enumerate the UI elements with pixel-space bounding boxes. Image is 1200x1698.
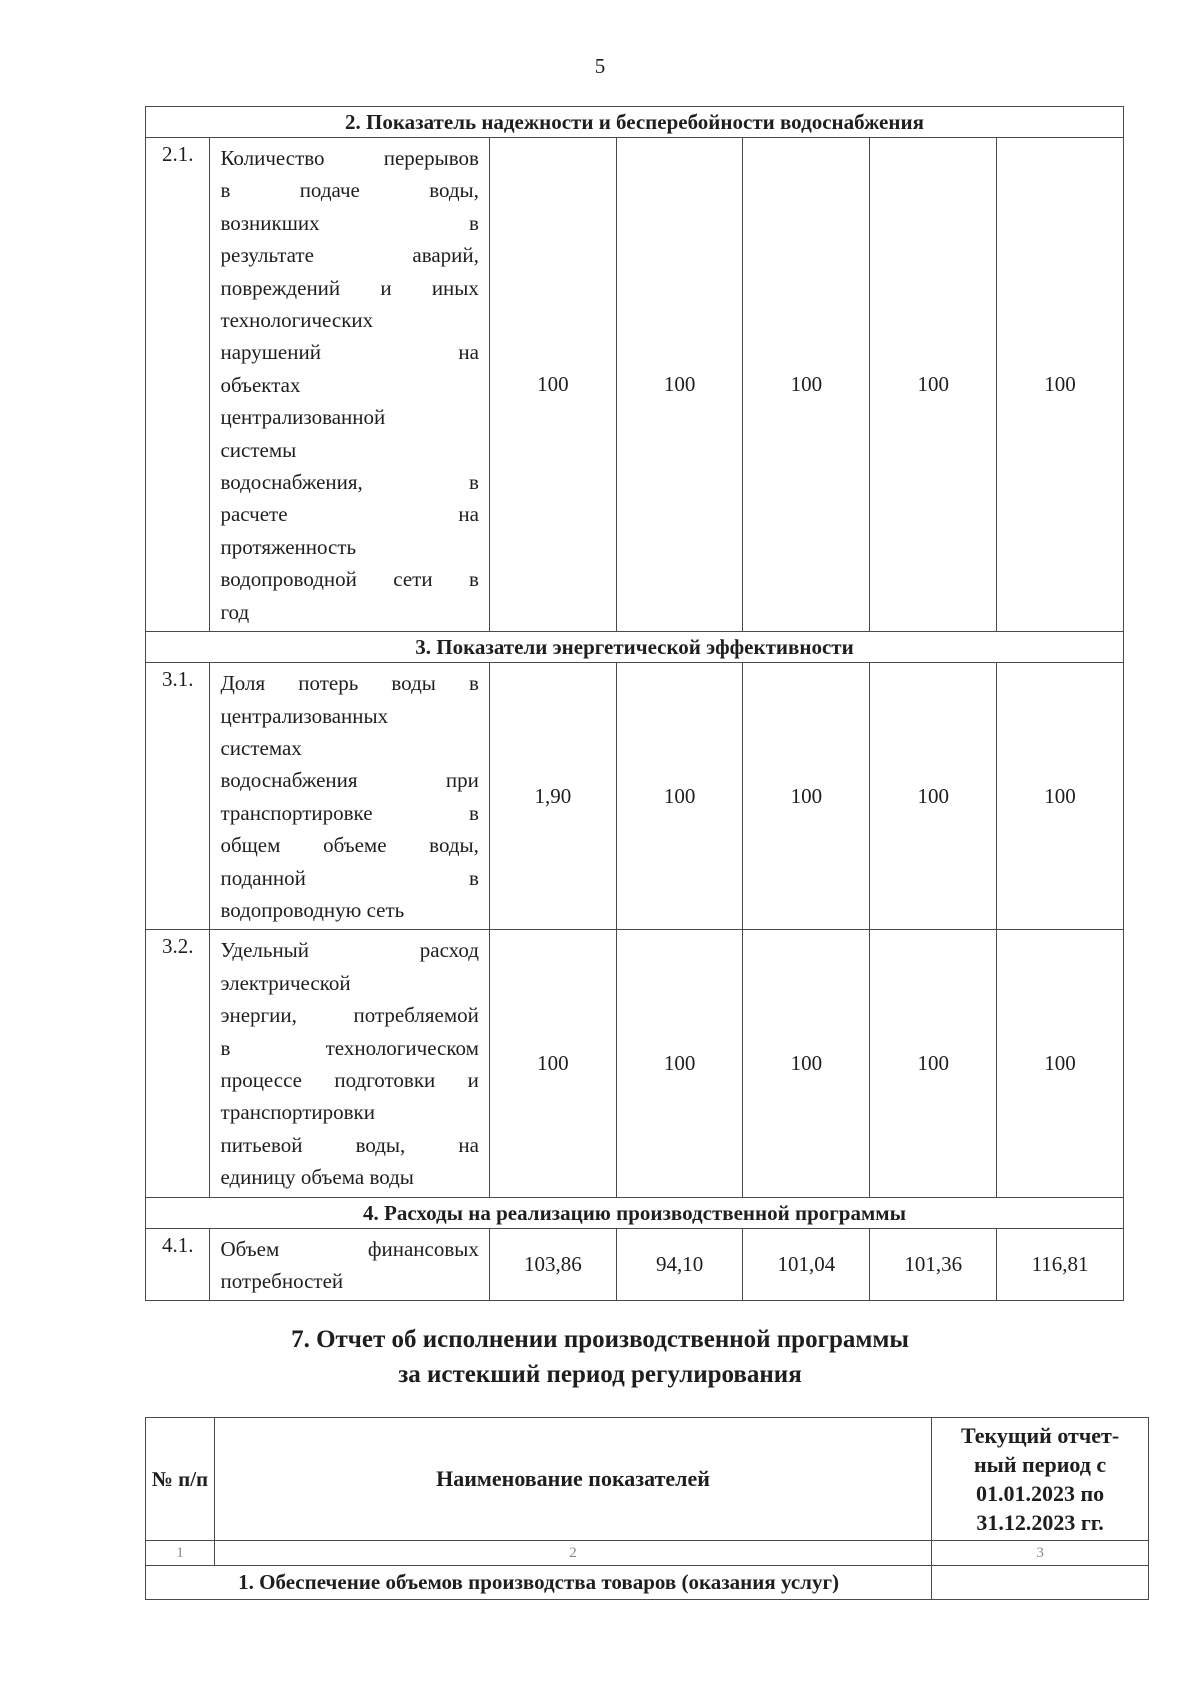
- value-cell: 100: [489, 138, 616, 632]
- indicator-name-line: в технологическом: [220, 1035, 479, 1060]
- indicator-name: [210, 930, 489, 1197]
- table-row: [146, 930, 1124, 1197]
- indicator-name-line: транспортировки: [220, 1100, 375, 1125]
- indicator-name-line: результате аварий,: [220, 243, 479, 268]
- value-cell: 94,10: [616, 1228, 743, 1301]
- section-7-title-line-1: 7. Отчет об исполнении производственной программы: [291, 1326, 909, 1353]
- index-cell: 3: [932, 1541, 1149, 1566]
- section-heading: 4. Расходы на реализацию производственной программы: [146, 1197, 1124, 1228]
- row-number: 3.1.: [146, 663, 210, 930]
- indicator-name-line: Объем финансовых: [220, 1236, 479, 1261]
- row-number: 2.1.: [146, 138, 210, 632]
- indicators-table: [145, 106, 1124, 1301]
- indicator-name-line: Доля потерь воды в: [220, 671, 479, 696]
- value-cell: 101,36: [870, 1228, 997, 1301]
- row-number: 4.1.: [146, 1228, 210, 1301]
- header-period-line: 31.12.2023 гг.: [976, 1510, 1104, 1535]
- indicator-name-line: системы: [220, 437, 297, 462]
- indicator-name-line: водоснабжения при: [220, 768, 479, 793]
- indicator-name-line: питьевой воды, на: [220, 1132, 479, 1157]
- indicator-name-line: единицу объема воды: [220, 1165, 414, 1190]
- indicator-name-line: централизованной: [220, 405, 386, 430]
- indicator-name: [210, 663, 489, 930]
- indicator-name-line: объектах: [220, 372, 301, 397]
- indicator-name-line: поданной в: [220, 865, 479, 890]
- table-row: [146, 138, 1124, 632]
- page-number: 5: [594, 54, 606, 78]
- value-cell: 1,90: [489, 663, 616, 930]
- section-heading-row: [146, 1197, 1124, 1228]
- indicator-name-line: водоснабжения, в: [220, 470, 479, 495]
- indicator-name-line: нарушений на: [220, 340, 479, 365]
- indicator-name-line: потребностей: [220, 1269, 344, 1293]
- section-heading: 2. Показатель надежности и бесперебойности водоснабжения: [146, 107, 1124, 138]
- value-cell: 100: [870, 930, 997, 1197]
- indicator-name-line: водопроводной сети в: [220, 567, 479, 592]
- value-cell: 101,04: [743, 1228, 870, 1301]
- indicator-name-line: Количество перерывов: [220, 146, 479, 170]
- value-cell: 100: [743, 930, 870, 1197]
- header-period-line: Текущий отчет-: [960, 1423, 1120, 1448]
- row-number: 3.2.: [146, 930, 210, 1197]
- indicator-name: [210, 138, 489, 632]
- header-num-text: № п/п: [151, 1467, 209, 1491]
- header-period-line: ный период с: [974, 1452, 1107, 1477]
- indicator-name-line: водопроводную сеть: [220, 897, 405, 922]
- value-cell: 100: [616, 663, 743, 930]
- index-cell: 2: [214, 1541, 931, 1566]
- value-cell: 100: [870, 138, 997, 632]
- indicator-name-line: транспортировке в: [220, 800, 479, 825]
- value-cell: 100: [997, 930, 1124, 1197]
- value-cell: 100: [997, 663, 1124, 930]
- value-cell: 100: [489, 930, 616, 1197]
- indicator-name-line: повреждений и иных: [220, 275, 479, 300]
- indicator-name-line: технологических: [220, 308, 374, 333]
- value-cell: 100: [616, 138, 743, 632]
- value-cell: 100: [743, 138, 870, 632]
- indicator-name-line: централизованных: [220, 703, 389, 728]
- header-name: Наименование показателей: [214, 1418, 931, 1541]
- value-cell: 100: [616, 930, 743, 1197]
- indicator-name-line: системах: [220, 735, 302, 760]
- section-7-title-line-2: за истекший период регулирования: [398, 1361, 802, 1388]
- value-cell: 100: [870, 663, 997, 930]
- indicator-name-line: общем объеме воды,: [220, 833, 479, 858]
- header-num: [146, 1418, 215, 1541]
- section-heading: 3. Показатели энергетической эффективности: [146, 632, 1124, 663]
- value-cell: 116,81: [997, 1228, 1124, 1301]
- indicator-name-line: расчете на: [220, 502, 479, 527]
- indicator-name-line: энергии, потребляемой: [220, 1003, 479, 1028]
- indicator-name: [210, 1228, 489, 1301]
- table-row: [146, 1228, 1124, 1301]
- indicator-name-line: возникших в: [220, 210, 479, 235]
- indicator-name-line: в подаче воды,: [220, 178, 479, 203]
- header-period: [932, 1418, 1149, 1541]
- value-cell: 100: [997, 138, 1124, 632]
- section-heading-row: [146, 107, 1124, 138]
- header-period-line: 01.01.2023 по: [975, 1481, 1105, 1506]
- table-row: [146, 663, 1124, 930]
- empty-cell: [932, 1566, 1149, 1600]
- report-table: [145, 1417, 1149, 1600]
- value-cell: 100: [743, 663, 870, 930]
- indicator-name-line: Удельный расход: [220, 938, 479, 963]
- indicator-name-line: электрической: [220, 970, 351, 995]
- value-cell: 103,86: [489, 1228, 616, 1301]
- indicator-name-line: процессе подготовки и: [220, 1067, 479, 1092]
- index-cell: 1: [146, 1541, 215, 1566]
- section-heading-row: [146, 632, 1124, 663]
- section-heading-row: 1. Обеспечение объемов производства товаров (оказания услуг): [146, 1566, 932, 1600]
- indicator-name-line: протяженность: [220, 534, 357, 559]
- indicator-name-line: год: [220, 599, 250, 624]
